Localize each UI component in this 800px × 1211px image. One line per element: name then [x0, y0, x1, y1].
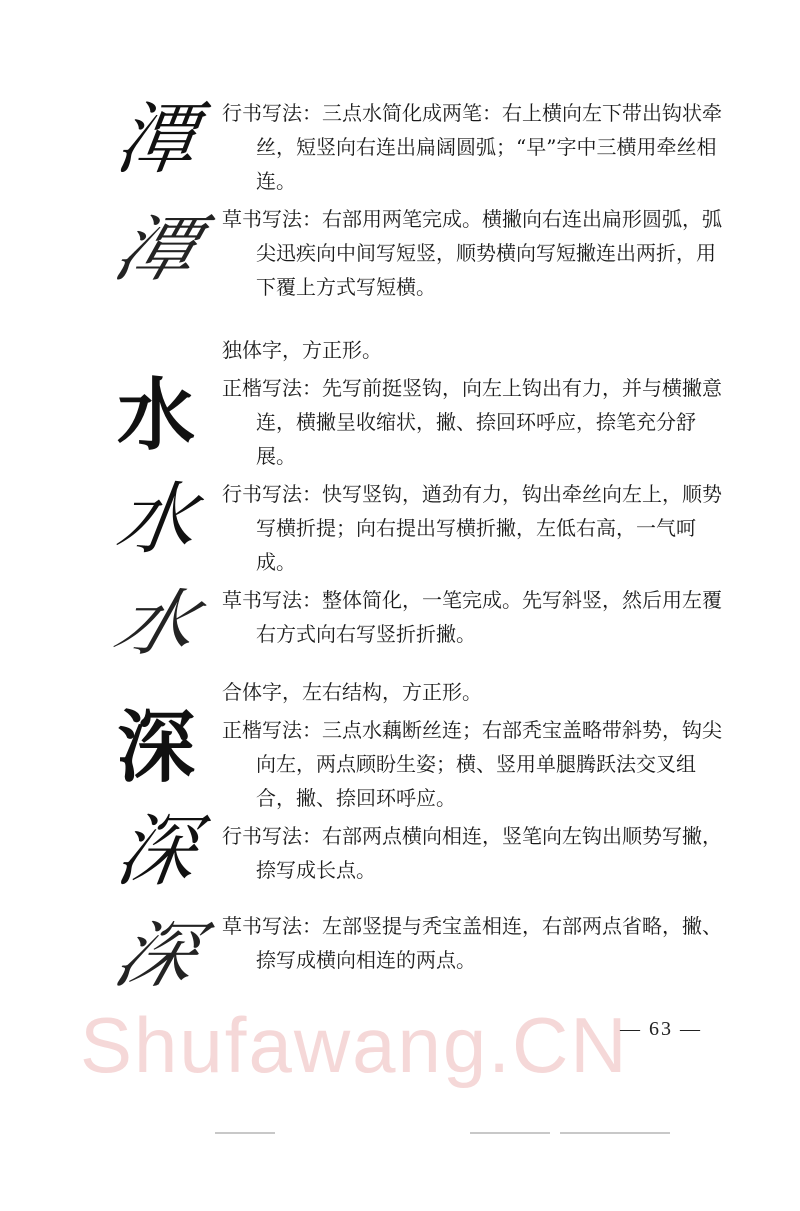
paragraph-running-script: 行书写法：右部两点横向相连，竖笔向左钩出顺势写撇，捺写成长点。: [222, 824, 722, 882]
paragraph-regular-script: 正楷写法：三点水藕断丝连；右部秃宝盖略带斜势，钩尖向左，两点顾盼生姿；横、竖用单腿腾跃法交叉组合，撇、捺回环呼应。: [222, 718, 722, 810]
section-tan-text: [222, 96, 722, 308]
glyph-shui-cursive: 水: [105, 582, 207, 666]
glyph-tan-cursive: 潭: [105, 208, 207, 292]
paragraph-cursive-script: 草书写法：右部用两笔完成。横撇向右连出扁形圆弧，弧尖迅疾向中间写短竖，顺势横向写短撇连出两折，用下覆上方式写短横。: [222, 207, 722, 299]
glyph-tan-running: 潭: [110, 95, 202, 185]
glyph-shen-regular: 深: [116, 702, 195, 793]
glyph-shen-running: 深: [110, 807, 202, 897]
paragraph-cursive-script: 草书写法：整体简化，一笔完成。先写斜竖，然后用左覆右方式向右写竖折折撇。: [222, 588, 722, 646]
scan-artifact-line: [560, 1132, 670, 1134]
character-intro: 独体字，方正形。: [222, 338, 382, 362]
glyph-shui-regular: 水: [116, 370, 195, 461]
paragraph-running-script: 行书写法：快写竖钩，遒劲有力，钩出牵丝向左上，顺势写横折提；向右提出写横折撇，左低右高，一气呵成。: [222, 482, 722, 574]
glyph-shen-cursive: 深: [105, 914, 207, 998]
paragraph-cursive-script: 草书写法：左部竖提与秃宝盖相连，右部两点省略，撇、捺写成横向相连的两点。: [222, 914, 722, 972]
section-shui-text: [222, 333, 722, 655]
glyph-shui-running: 水: [110, 475, 202, 565]
page-number: — 63 —: [620, 1018, 702, 1040]
character-intro: 合体字，左右结构，方正形。: [222, 680, 482, 704]
paragraph-running-script: 行书写法：三点水简化成两笔：右上横向左下带出钩状牵丝，短竖向右连出扁阔圆弧；“早”字中三横用牵丝相连。: [222, 101, 722, 193]
watermark: Shufawang.CN: [80, 1001, 629, 1089]
scan-artifact-line: [215, 1132, 275, 1134]
paragraph-regular-script: 正楷写法：先写前挺竖钩，向左上钩出有力，并与横撇意连，横撇呈收缩状，撇、捺回环呼应，捺笔充分舒展。: [222, 376, 722, 468]
scan-artifact-line: [470, 1132, 550, 1134]
section-shen-text: [222, 675, 722, 981]
